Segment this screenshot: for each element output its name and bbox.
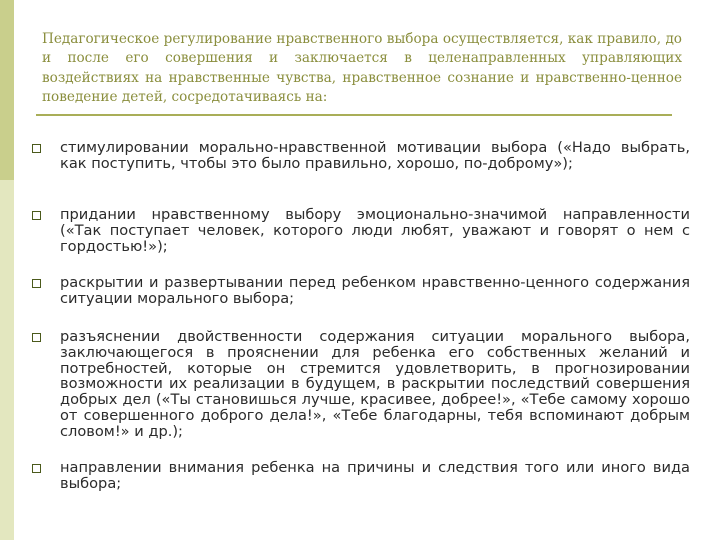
list-item-text: придании нравственному выбору эмоционально-значимой направленности («Так поступает человек, которого люди любят, уважают и говорят о нем с гордостью!»); (60, 206, 690, 255)
list-item-text: направлении внимания ребенка на причины и следствия того или иного вида выбора; (60, 459, 690, 492)
title-underline (36, 114, 672, 116)
sidebar-accent-bottom (0, 180, 14, 540)
list-item-text: стимулировании морально-нравственной мотивации выбора («Надо выбрать, как поступить, чтобы это было правильно, хорошо, по-доброму»); (60, 139, 690, 172)
list-item-text: раскрытии и развертывании перед ребенком нравственно-ценного содержания ситуации морального выбора; (60, 274, 690, 307)
square-bullet-icon (32, 144, 41, 153)
square-bullet-icon (32, 279, 41, 288)
sidebar-accent-top (0, 0, 14, 180)
slide-title: Педагогическое регулирование нравственного выбора осуществляется, как правило, до и после его совершения и заключается в целенаправленных управляющих воздействиях на нравственные чувства, нравственное сознание и нравственно-ценное поведение детей, сосредотачиваясь на: (42, 31, 682, 105)
square-bullet-icon (32, 211, 41, 220)
square-bullet-icon (32, 464, 41, 473)
list-item-text: разъяснении двойственности содержания ситуации морального выбора, заключающегося в прояснении для ребенка его собственных желаний и потребностей, которые он стремится удовлетворить, в прогнозировании возможности их реализации в будущем, в раскрытии последствий совершения добрых дел («Ты становишься лучше, красивее, добрее!», «Тебе самому хорошо от совершенного доброго дела!», «Тебе благодарны, тебя вспоминают добрым словом!» и др.); (60, 328, 690, 440)
square-bullet-icon (32, 333, 41, 342)
